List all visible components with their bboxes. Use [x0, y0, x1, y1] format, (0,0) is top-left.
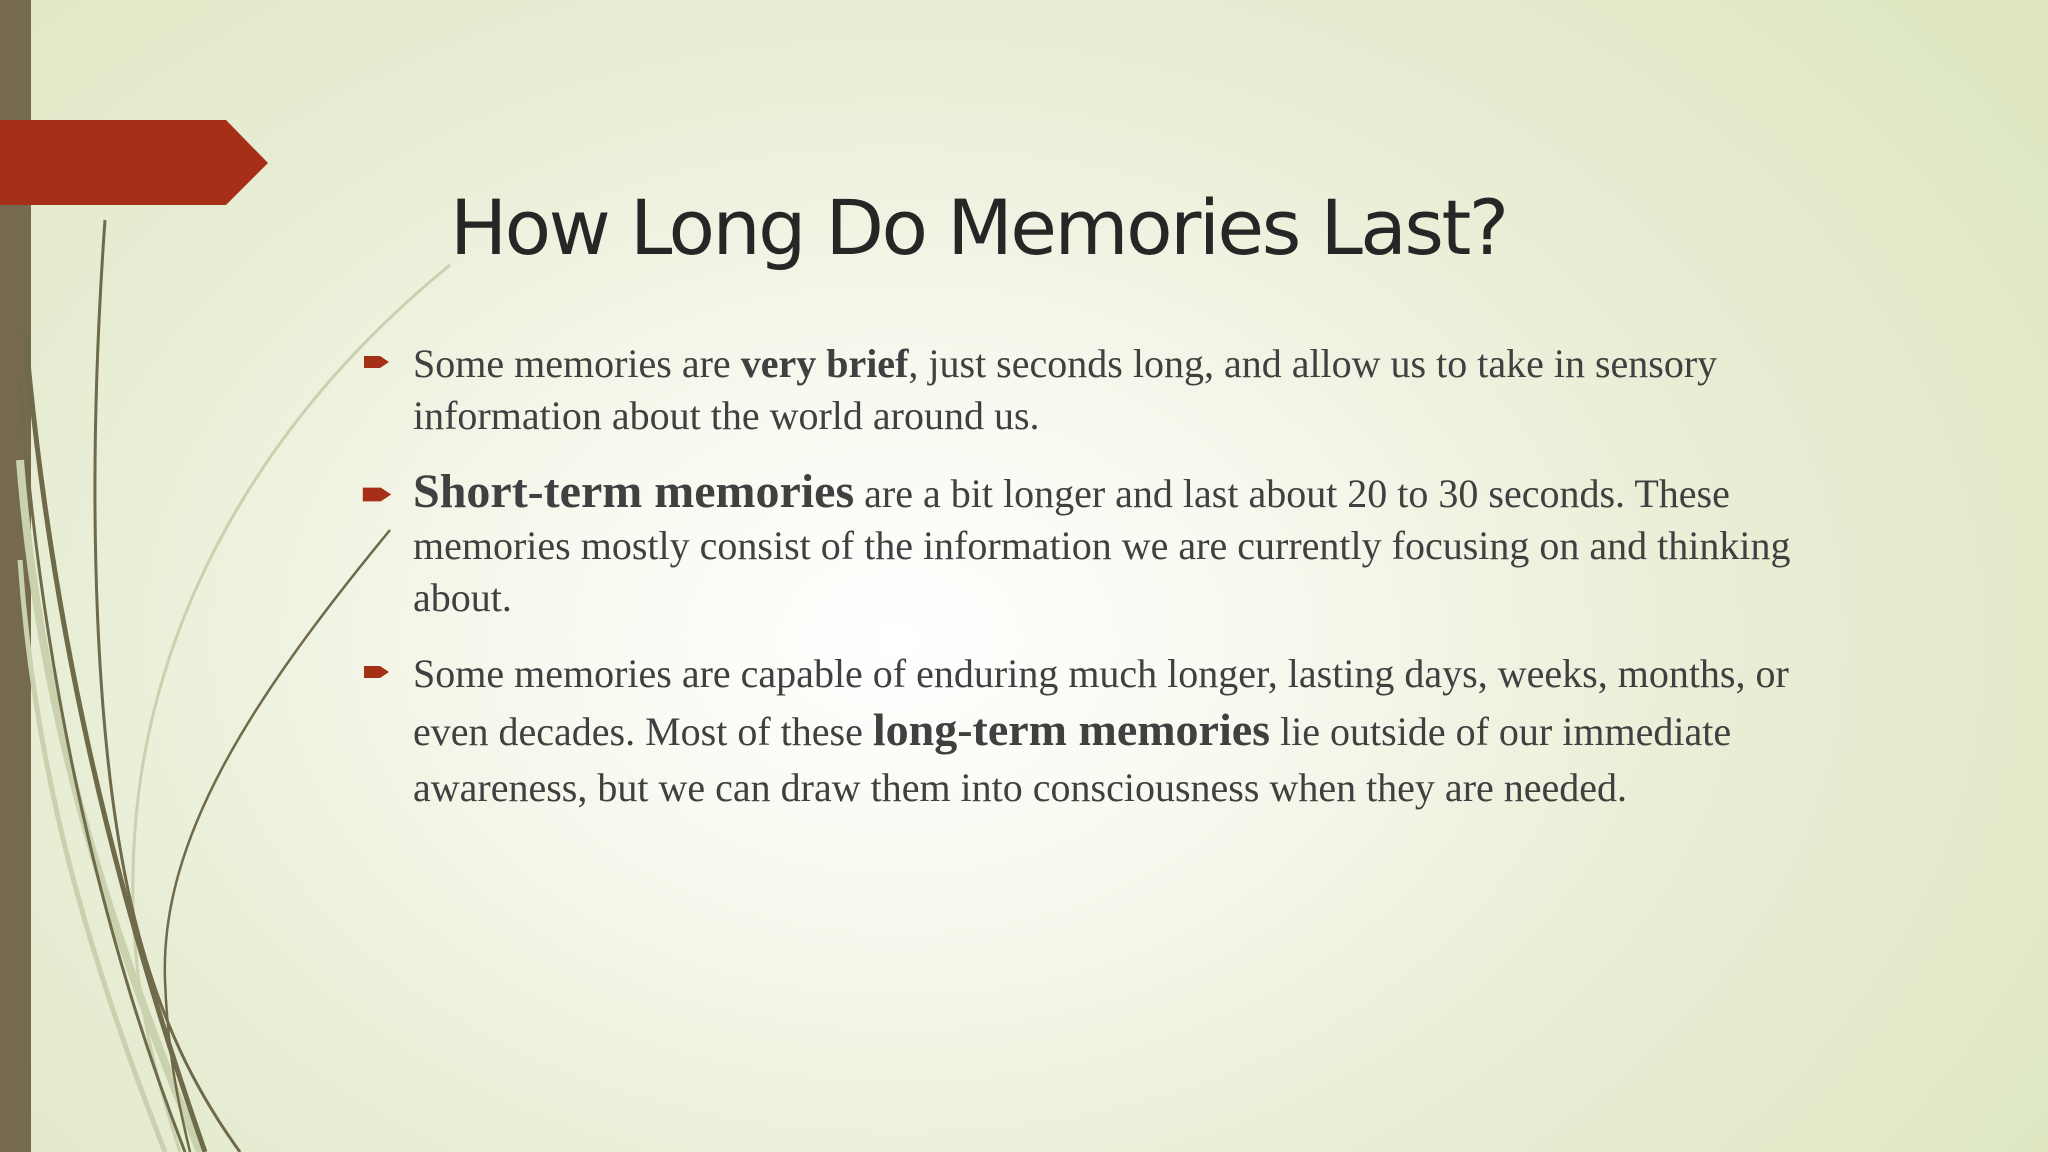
bullet-3-emphasis: long-term memories: [872, 704, 1271, 755]
bullet-1-text-2: , just seconds long, and allow us to take in sensory information about the world around us.: [413, 341, 1718, 438]
accent-tab: [0, 120, 268, 205]
bullet-3-text-2: lie outside of our immediate awareness, but we can draw them into consciousness when they are needed.: [413, 709, 1732, 810]
arrow-right-bullet-icon: [360, 661, 393, 683]
bullet-3-text-1: Some memories are capable of enduring much longer, lasting days, weeks, months, or even decades. Most of these: [413, 651, 1789, 754]
bullet-1-text-1: Some memories are: [413, 341, 741, 386]
arrow-right-bullet-icon: [358, 482, 396, 507]
bullet-1-emphasis: very brief: [740, 341, 909, 386]
bullet-2-text: are a bit longer and last about 20 to 30 seconds. These memories mostly consist of the information we are currently focusing on and thinking about.: [413, 471, 1791, 620]
bullet-2-emphasis: Short-term memories: [413, 465, 855, 518]
slide-title: How Long Do Memories Last?: [450, 183, 1507, 272]
arrow-right-bullet-icon: [360, 351, 393, 373]
